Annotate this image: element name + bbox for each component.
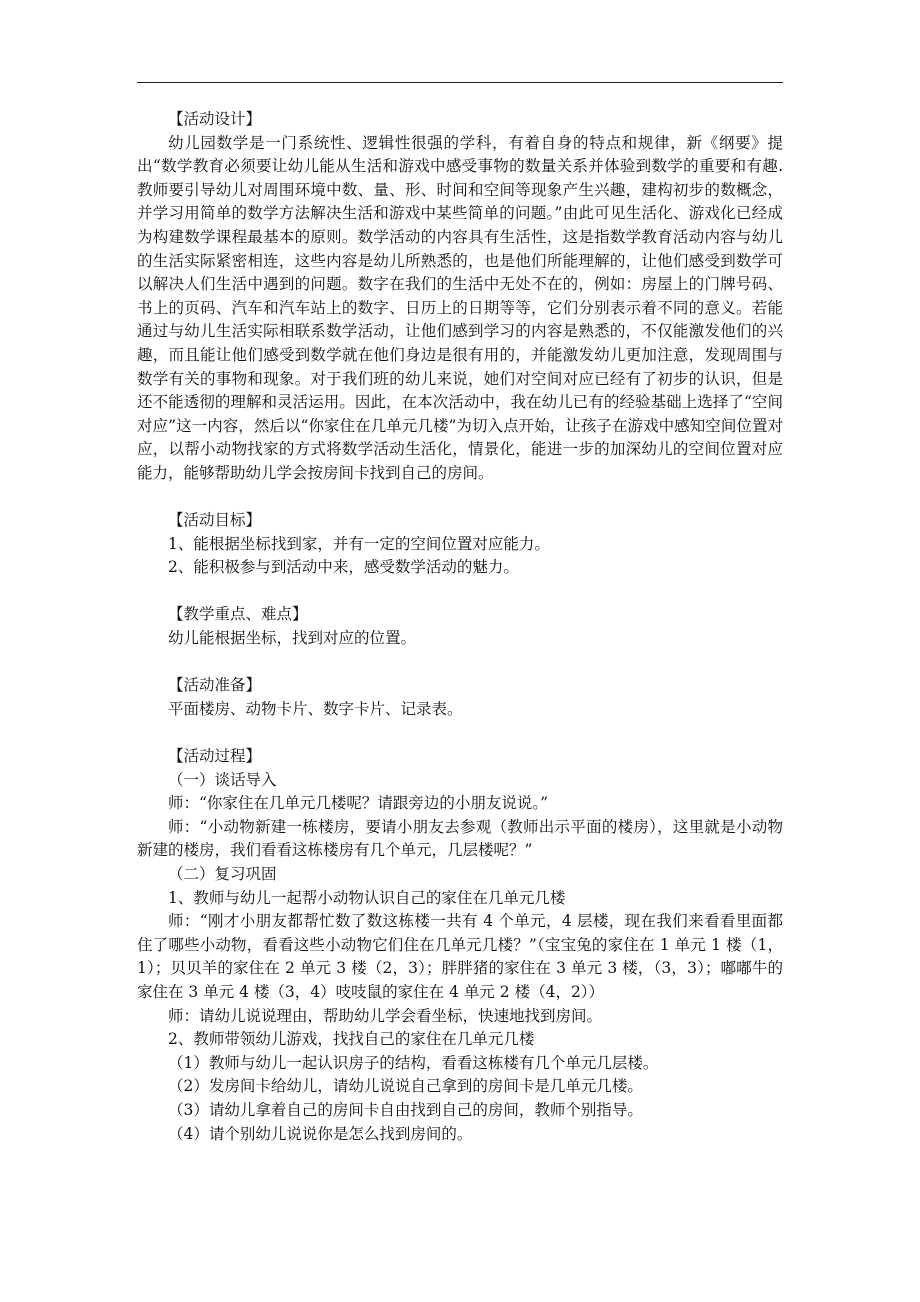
heading-activity-prep: 【活动准备】 bbox=[168, 676, 262, 695]
heading-activity-goals: 【活动目标】 bbox=[168, 511, 262, 530]
process-part1-title: （一）谈话导入 bbox=[168, 770, 277, 789]
process-step2-title: 2、教师带领幼儿游戏，找找自己的家住在几单元几楼 bbox=[168, 1030, 535, 1049]
heading-activity-design: 【活动设计】 bbox=[168, 110, 262, 128]
activity-prep-text: 平面楼房、动物卡片、数字卡片、记录表。 bbox=[168, 699, 463, 718]
process-step1-line2: 师：请幼儿说说理由，帮助幼儿学会看坐标，快速地找到房间。 bbox=[168, 1006, 603, 1025]
process-step1-title: 1、教师与幼儿一起帮小动物认识自己的家住在几单元几楼 bbox=[168, 888, 566, 907]
goal-item-2: 2、能积极参与到活动中来，感受数学活动的魅力。 bbox=[168, 558, 519, 577]
process-step2-item-4: （4）请个别幼儿说说你是怎么找到房间的。 bbox=[168, 1124, 473, 1143]
process-step1-line1: 师：“刚才小朋友都帮忙数了数这栋楼一共有 4 个单元，4 层楼，现在我们来看看里面都住了哪些小动物，看看这些小动物它们住在几单元几楼？”（宝宝兔的家住在 1 单元 1 楼（1，1）；贝贝羊的家住在 2 单元 3 楼（2，3）；胖胖猪的家住在 3 单元 3 楼，（3，3）；嘟嘟牛的家住在 3 单元 4 楼（3，4）吱吱鼠的家住在 4 单元 2 楼（4，2）） bbox=[137, 912, 783, 1001]
heading-activity-process: 【活动过程】 bbox=[168, 747, 262, 766]
process-part2-title: （二）复习巩固 bbox=[168, 865, 277, 883]
spacer bbox=[137, 580, 783, 604]
process-step2-item-1: （1）教师与幼儿一起认识房子的结构，看看这栋楼有几个单元几层楼。 bbox=[168, 1053, 659, 1072]
spacer bbox=[137, 486, 783, 510]
process-step2-item-2: （2）发房间卡给幼儿，请幼儿说说自己拿到的房间卡是几单元几楼。 bbox=[168, 1077, 643, 1096]
spacer bbox=[137, 651, 783, 675]
heading-key-points: 【教学重点、难点】 bbox=[168, 605, 308, 624]
paragraph-activity-design: 幼儿园数学是一门系统性、逻辑性很强的学科，有着自身的特点和规律，新《纲要》提出“数学教育必须要让幼儿能从生活和游戏中感受事物的数量关系并体验到数学的重要和有趣.教师要引导幼儿对周围环境中数、量、形、时间和空间等现象产生兴趣，建构初步的数概念，并学习用简单的数学方法解决生活和游戏中某些简单的问题。”由此可见生活化、游戏化已经成为构建数学课程最基本的原则。数学活动的内容具有生活性，这是指数学教育活动内容与幼儿的生活实际紧密相连，这些内容是幼儿所熟悉的，也是他们所能理解的，让他们感受到数学可以解决人们生活中遇到的问题。数字在我们的生活中无处不在的，例如：房屋上的门牌号码、书上的页码、汽车和汽车站上的数字、日历上的日期等等，它们分别表示着不同的意义。若能通过与幼儿生活实际相联系数学活动，让他们感到学习的内容是熟悉的，不仅能激发他们的兴趣，而且能让他们感受到数学就在他们身边是很有用的，并能激发幼儿更加注意，发现周围与数学有关的事物和现象。对于我们班的幼儿来说，她们对空间对应已经有了初步的认识，但是还不能透彻的理解和灵活运用。因此，在本次活动中，我在幼儿已有的经验基础上选择了“空间对应”这一内容，然后以“你家住在几单元几楼”为切入点开始，让孩子在游戏中感知空间位置对应，以帮小动物找家的方式将数学活动生活化，情景化，能进一步的加深幼儿的空间位置对应能力，能够帮助幼儿学会按房间卡找到自己的房间。 bbox=[137, 133, 783, 482]
process-part1-line1: 师：“你家住在几单元几楼呢？请跟旁边的小朋友说说。” bbox=[168, 794, 549, 813]
goal-item-1: 1、能根据坐标找到家，并有一定的空间位置对应能力。 bbox=[168, 534, 550, 553]
key-points-text: 幼儿能根据坐标，找到对应的位置。 bbox=[168, 629, 417, 648]
header-rule bbox=[137, 82, 783, 83]
spacer bbox=[137, 721, 783, 745]
process-step2-item-3: （3）请幼儿拿着自己的房间卡自由找到自己的房间，教师个别指导。 bbox=[168, 1100, 643, 1119]
process-part1-line2: 师：“小动物新建一栋楼房，要请小朋友去参观（教师出示平面的楼房），这里就是小动物新建的楼房，我们看看这栋楼房有几个单元，几层楼呢？” bbox=[137, 817, 783, 860]
document-body bbox=[137, 108, 783, 1146]
